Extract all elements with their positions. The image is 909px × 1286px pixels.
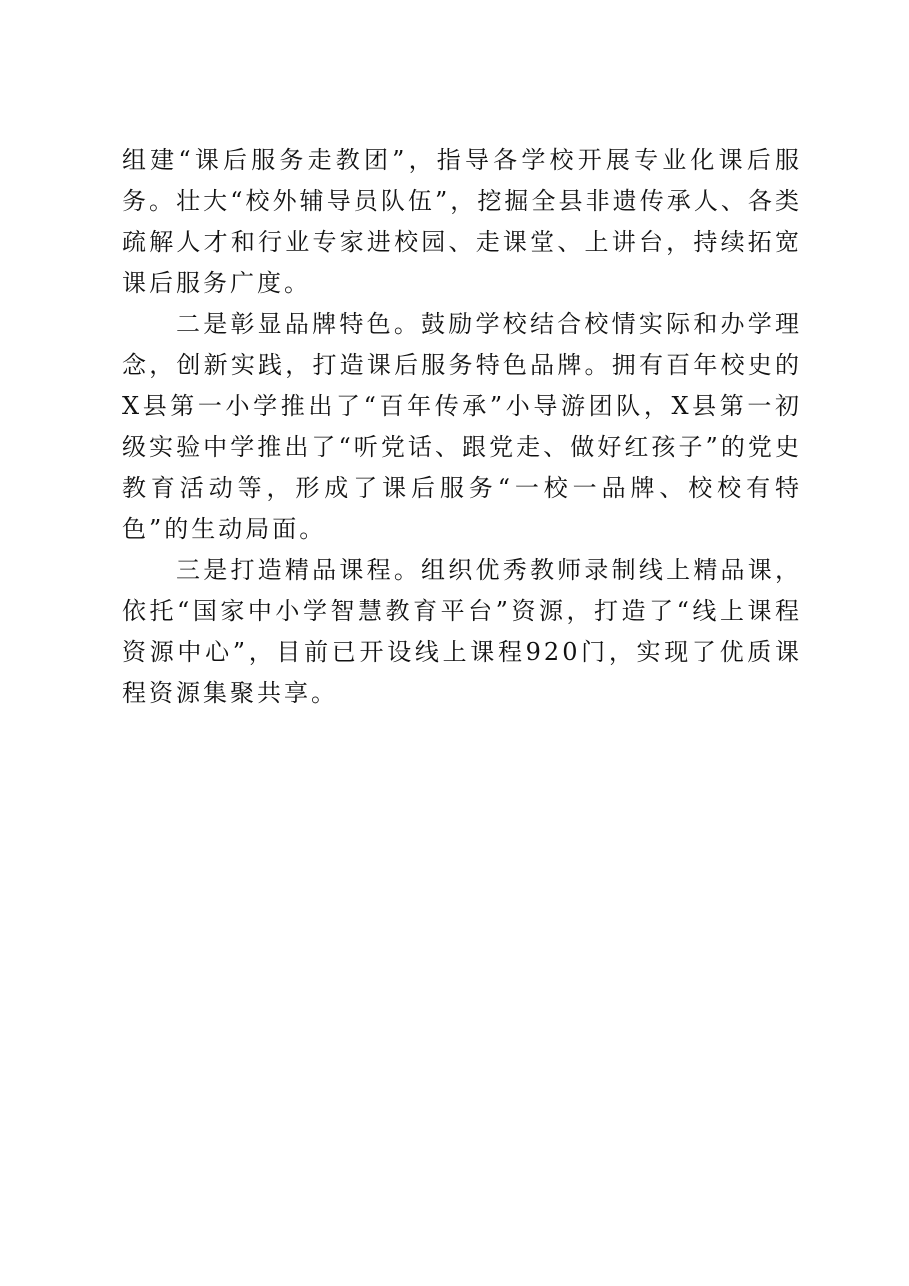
paragraph-quality-courses: 三是打造精品课程。组织优秀教师录制线上精品课，依托“国家中小学智慧教育平台”资源，打造了“线上课程资源中心”，目前已开设线上课程920门，实现了优质课程资源集聚共享。 xyxy=(122,556,802,707)
paragraph-brand-features: 二是彰显品牌特色。鼓励学校结合校情实际和办学理念，创新实践，打造课后服务特色品牌。拥有百年校史的X县第一小学推出了“百年传承”小导游团队，X县第一初级实验中学推出了“听党话、跟党走、做好红孩子”的党史教育活动等，形成了课后服务“一校一品牌、校校有特色”的生动局面。 xyxy=(122,310,802,543)
document-body xyxy=(122,140,802,714)
paragraph-continuation: 组建“课后服务走教团”，指导各学校开展专业化课后服务。壮大“校外辅导员队伍”，挖掘全县非遗传承人、各类疏解人才和行业专家进校园、走课堂、上讲台，持续拓宽课后服务广度。 xyxy=(122,146,802,297)
